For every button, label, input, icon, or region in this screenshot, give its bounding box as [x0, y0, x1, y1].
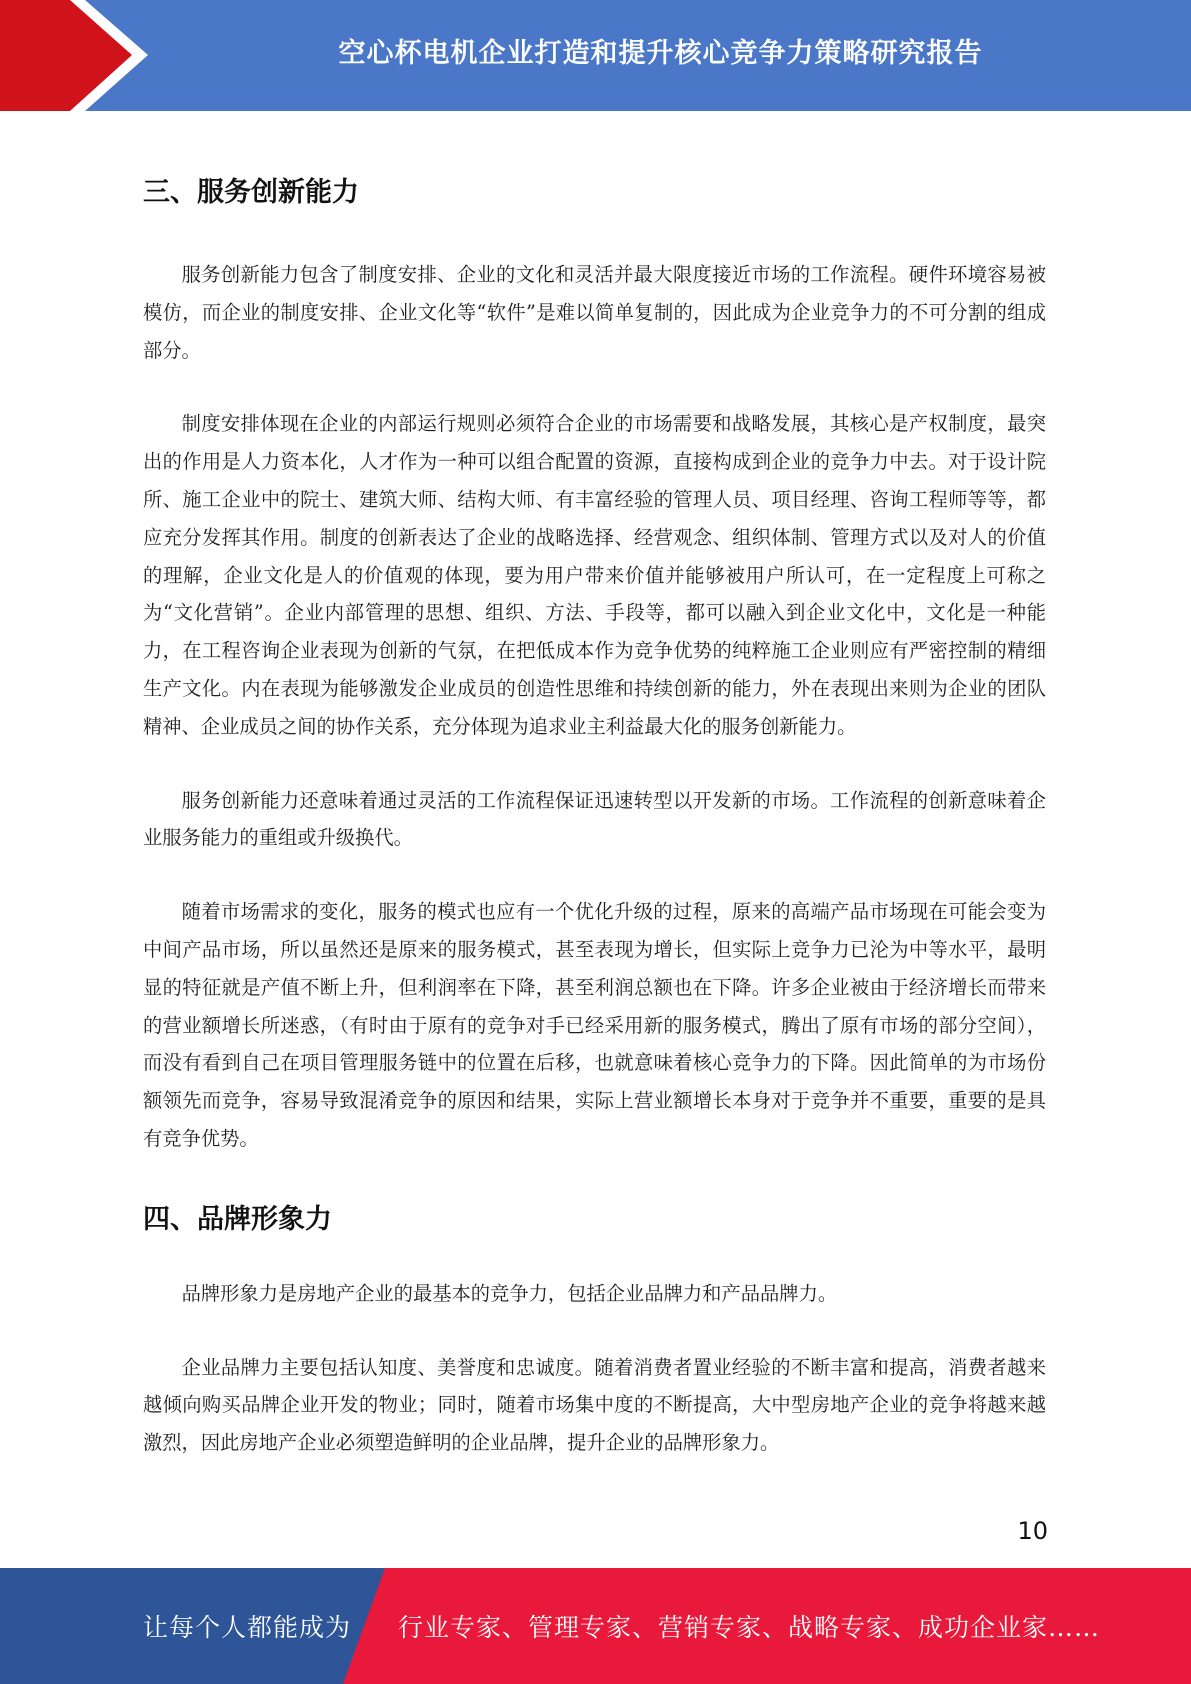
page-footer: [0, 1568, 1191, 1684]
report-title: 空心杯电机企业打造和提升核心竞争力策略研究报告: [338, 37, 983, 69]
paragraph: 企业品牌力主要包括认知度、美誉度和忠诚度。随着消费者置业经验的不断丰富和提高，消费者越来越倾向购买品牌企业开发的物业；同时，随着市场集中度的不断提高，大中型房地产企业的竞争将越来越激烈，因此房地产企业必须塑造鲜明的企业品牌，提升企业的品牌形象力。: [143, 1355, 1046, 1455]
paragraph: 服务创新能力还意味着通过灵活的工作流程保证迅速转型以开发新的市场。工作流程的创新意味着企业服务能力的重组或升级换代。: [143, 788, 1046, 850]
document-body: [143, 160, 1046, 1462]
paragraph: 随着市场需求的变化，服务的模式也应有一个优化升级的过程，原来的高端产品市场现在可能会变为中间产品市场，所以虽然还是原来的服务模式，甚至表现为增长，但实际上竞争力已沦为中等水平，最明显的特征就是产值不断上升，但利润率在下降，甚至利润总额也在下降。许多企业被由于经济增长而带来的营业额增长所迷惑，（有时由于原有的竞争对手已经采用新的服务模式，腾出了原有市场的部分空间），而没有看到自己在项目管理服务链中的位置在后移，也就意味着核心竞争力的下降。因此简单的为市场份额领先而竞争，容易导致混淆竞争的原因和结果，实际上营业额增长本身对于竞争并不重要，重要的是具有竞争优势。: [143, 900, 1046, 1150]
section-heading: 三、服务创新能力: [143, 177, 359, 208]
page-header: [0, 0, 1191, 111]
page-number: 10: [1017, 1517, 1048, 1545]
section-heading: 四、品牌形象力: [143, 1203, 332, 1235]
footer-slogan-right: 行业专家、管理专家、营销专家、战略专家、成功企业家……: [398, 1613, 1101, 1642]
paragraph: 服务创新能力包含了制度安排、企业的文化和灵活并最大限度接近市场的工作流程。硬件环境容易被模仿，而企业的制度安排、企业文化等“软件”是难以简单复制的，因此成为企业竞争力的不可分割的组成部分。: [143, 263, 1046, 362]
paragraph: 品牌形象力是房地产企业的最基本的竞争力，包括企业品牌力和产品品牌力。: [181, 1281, 838, 1305]
footer-slogan-left: 让每个人都能成为: [143, 1613, 352, 1642]
paragraph: 制度安排体现在企业的内部运行规则必须符合企业的市场需要和战略发展，其核心是产权制度，最突出的作用是人力资本化，人才作为一种可以组合配置的资源，直接构成到企业的竞争力中去。对于设计院所、施工企业中的院士、建筑大师、结构大师、有丰富经验的管理人员、项目经理、咨询工程师等等，都应充分发挥其作用。制度的创新表达了企业的战略选择、经营观念、组织体制、管理方式以及对人的价值的理解，企业文化是人的价值观的体现，要为用户带来价值并能够被用户所认可，在一定程度上可称之为“文化营销”。企业内部管理的思想、组织、方法、手段等，都可以融入到企业文化中，文化是一种能力，在工程咨询企业表现为创新的气氛，在把低成本作为竞争优势的纯粹施工企业则应有严密控制的精细生产文化。内在表现为能够激发企业成员的创造性思维和持续创新的能力，外在表现出来则为企业的团队精神、企业成员之间的协作关系，充分体现为追求业主利益最大化的服务创新能力。: [143, 412, 1046, 738]
